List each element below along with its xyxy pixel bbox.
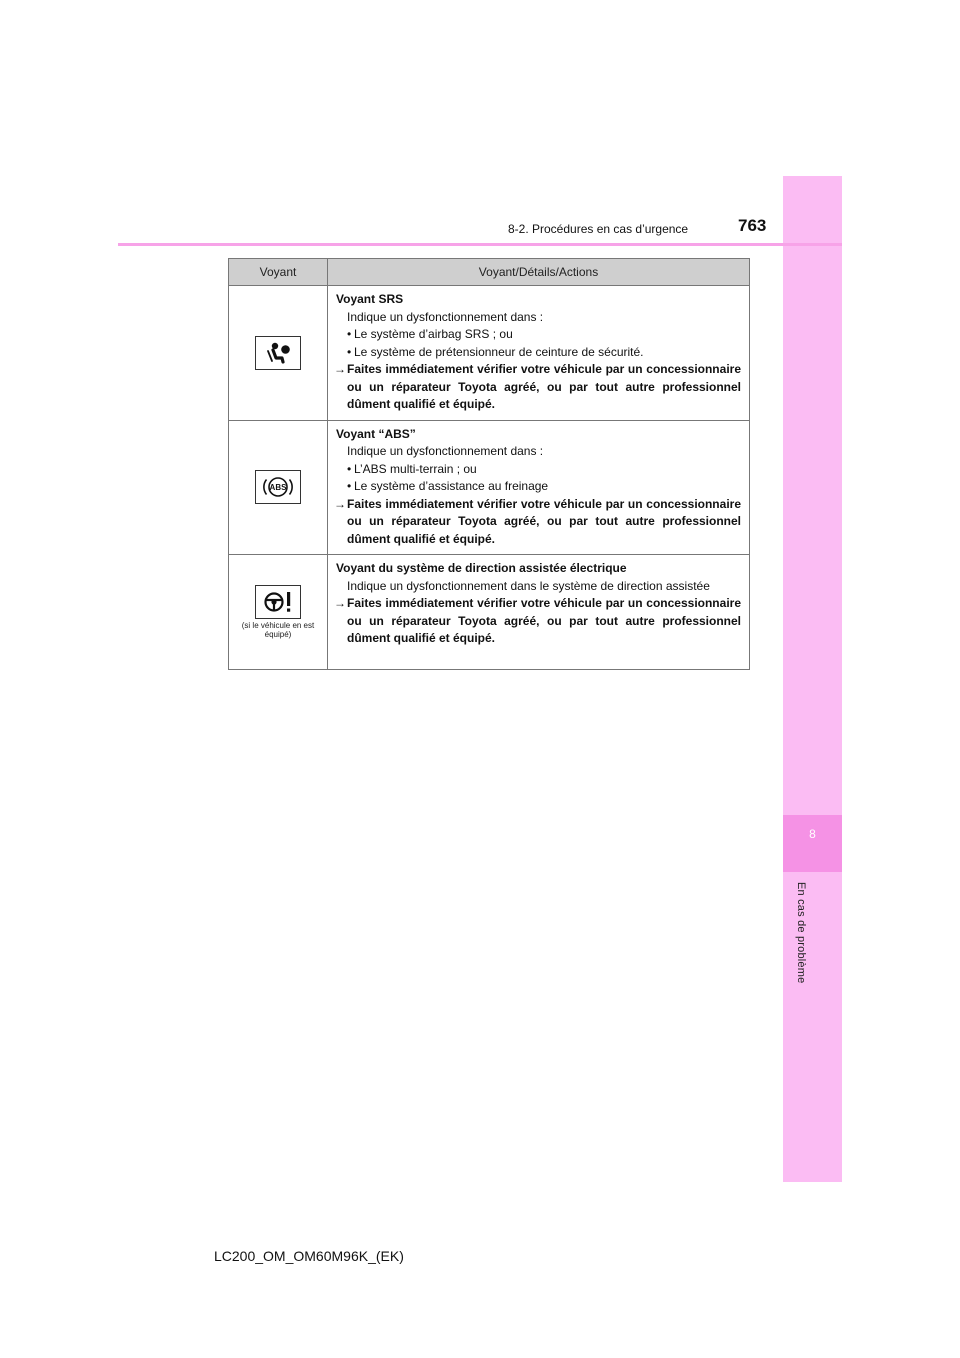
srs-airbag-warning-icon (255, 336, 301, 370)
bullet-item: • Le système de prétensionneur de ceinture de sécurité. (336, 344, 741, 362)
chapter-side-tab-active (783, 815, 842, 872)
warning-action-text: Faites immédiatement vérifier votre véhicule par un concessionnaire ou un réparateur Toyota agréé, ou par tout autre professionnel dûment qualifié et équipé. (347, 496, 741, 546)
abs-warning-icon (255, 470, 301, 504)
warning-title: Voyant du système de direction assistée électrique (336, 561, 627, 575)
arrow-icon: → (334, 596, 346, 610)
page-number: 763 (738, 216, 767, 235)
warning-title: Voyant “ABS” (336, 426, 416, 441)
details-cell (328, 420, 750, 555)
header-rule (118, 243, 842, 246)
warning-action (336, 496, 741, 549)
warning-action (336, 595, 741, 648)
bullet-item: • Le système d’airbag SRS ; ou (336, 326, 741, 344)
column-header-voyant: Voyant (229, 259, 328, 286)
warning-title: Voyant SRS (336, 292, 404, 306)
icon-cell (229, 420, 328, 555)
warning-action-text: Faites immédiatement vérifier votre véhicule par un concessionnaire ou un réparateur Toyota agréé, ou par tout autre professionnel dûment qualifié et équipé. (347, 596, 741, 645)
warning-action-text: Faites immédiatement vérifier votre véhicule par un concessionnaire ou un réparateur Toyota agréé, ou par tout autre professionnel dûment qualifié et équipé. (347, 362, 741, 411)
bullet-item: • L’ABS multi-terrain ; ou (336, 461, 741, 479)
arrow-icon: → (334, 362, 346, 376)
column-header-details: Voyant/Détails/Actions (328, 259, 750, 286)
warning-action (336, 361, 741, 414)
warning-intro: Indique un dysfonctionnement dans : (347, 309, 544, 324)
arrow-icon: → (334, 496, 346, 511)
table-row (229, 420, 750, 555)
warning-lights-table (228, 258, 750, 670)
document-code: LC200_OM_OM60M96K_(EK) (214, 1248, 404, 1264)
warning-intro: Indique un dysfonctionnement dans : (347, 444, 544, 458)
chapter-number: 8 (809, 827, 816, 841)
warning-intro: Indique un dysfonctionnement dans le système de direction assistée (347, 578, 710, 593)
icon-cell (229, 286, 328, 421)
table-header-row (229, 259, 750, 286)
icon-note: (si le véhicule en est équipé) (241, 621, 315, 639)
details-cell (328, 555, 750, 670)
details-cell (328, 286, 750, 421)
chapter-side-tab (783, 176, 842, 1182)
table-row (229, 286, 750, 421)
eps-steering-warning-icon (255, 585, 301, 619)
svg-text:ABS: ABS (269, 483, 287, 493)
section-title: 8-2. Procédures en cas d’urgence (508, 222, 689, 236)
bullet-item: • Le système d’assistance au freinage (336, 478, 741, 496)
table-row (229, 555, 750, 670)
chapter-title: En cas de problème (795, 882, 807, 984)
icon-cell (229, 555, 328, 670)
